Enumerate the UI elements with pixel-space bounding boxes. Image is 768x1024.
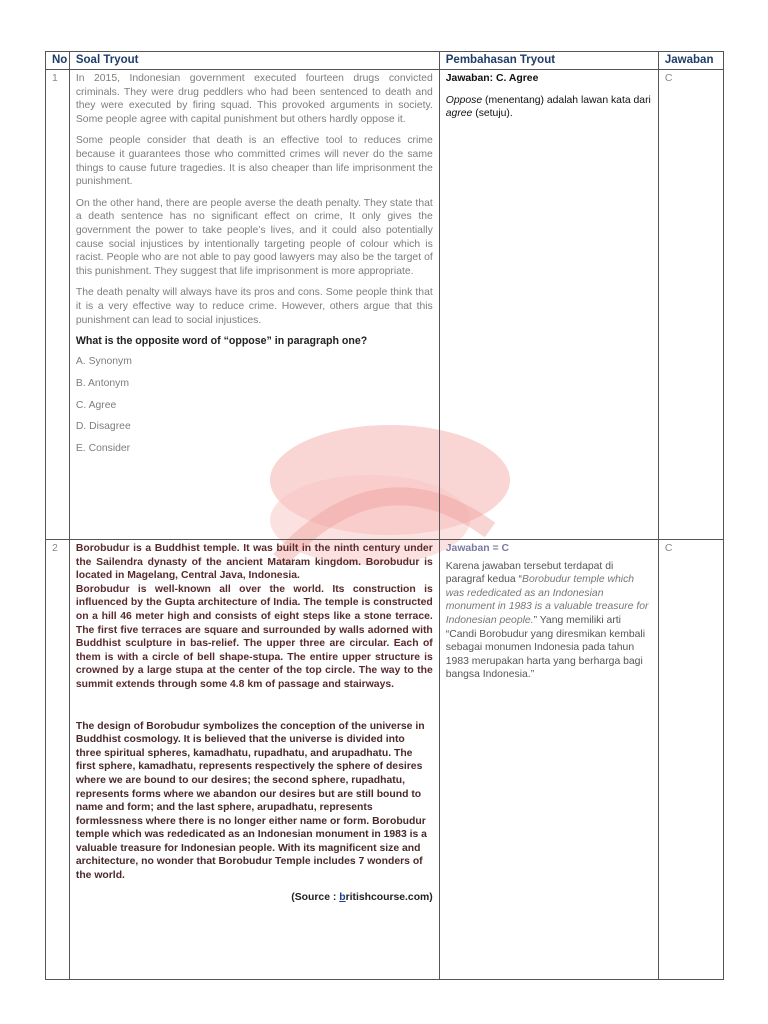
explanation-text: Oppose (menentang) adalah lawan kata dari agree (setuju). bbox=[445, 94, 651, 120]
header-jawaban: Jawaban bbox=[658, 52, 723, 70]
paragraph: The death penalty will always have its pros and cons. Some people think that it is a very effective way to reduce crime. However, others argue that this punishment can lead to social injustices. bbox=[75, 287, 433, 326]
paragraph: In 2015, Indonesian government executed fourteen drugs convicted criminals. They were drug peddlers who had been sentenced to death and they were executed by firing squad. This provoked arguments in society. Some people agree with capital punishment but others hardly oppose it. bbox=[75, 73, 433, 125]
question-cell bbox=[69, 70, 439, 540]
answer-key: C bbox=[658, 540, 723, 980]
header-pembahasan: Pembahasan Tryout bbox=[439, 52, 658, 70]
table-row bbox=[46, 540, 724, 980]
header-no: No bbox=[46, 52, 70, 70]
option-b: B. Antonym bbox=[75, 377, 129, 389]
header-soal: Soal Tryout bbox=[69, 52, 439, 70]
answer-heading: Jawaban: C. Agree bbox=[445, 73, 539, 84]
option-a: A. Synonym bbox=[75, 356, 132, 368]
row-number: 2 bbox=[46, 540, 70, 980]
tryout-table bbox=[45, 51, 724, 980]
question-text: What is the opposite word of “oppose” in paragraph one? bbox=[75, 335, 368, 348]
paragraph: Borobudur is a Buddhist temple. It was built in the ninth century under the Sailendra dynasty of the ancient Mataram kingdom. Borobudur is located in Magelang, Central Java, Indonesia. bbox=[75, 543, 433, 582]
row-number: 1 bbox=[46, 70, 70, 540]
option-d: D. Disagree bbox=[75, 421, 131, 433]
paragraph: On the other hand, there are people averse the death penalty. They state that a death sentence has no significant effect on crime, It only gives the government the power to take people’s lives, and it could also potentially cause social injustices by intentionally targeting people of colour which is racist. People who are not able to pay good lawyers may also be the target of this punishment. They suggest that life imprisonment is more appropriate. bbox=[75, 197, 433, 277]
option-e: E. Consider bbox=[75, 443, 131, 455]
table-header-row bbox=[46, 52, 724, 70]
explanation-cell bbox=[439, 70, 658, 540]
source-citation: (Source : britishcourse.com) bbox=[291, 891, 433, 903]
source-link[interactable]: b bbox=[339, 891, 346, 903]
answer-heading: Jawaban = C bbox=[445, 543, 510, 554]
paragraph: Some people consider that death is an effective tool to reduces crime because it guarantees those who committed crimes will never do the same things to cause future tragedies. It is also cheaper than life imprisonment the punishment. bbox=[75, 135, 433, 188]
question-cell bbox=[69, 540, 439, 980]
paragraph: The design of Borobudur symbolizes the conception of the universe in Buddhist cosmology. It is believed that the universe is divided into three spiritual spheres, kamadhatu, rupadhatu, and arupadhatu. The first sphere, kamadhatu, represents respectively the sphere of desires where we are bound to our desires; the second sphere, rupadhatu, represents forms where we abandon our desires but are still bound to name and form; and the last sphere, arupadhatu, represents formlessness where there is no longer either name or form. Borobudur temple which was rededicated as an Indonesian monument in 1983 is a valuable treasure for Indonesian people. With its magnificent size and architecture, no wonder that Borobudur Temple includes 7 wonders of the world. bbox=[75, 720, 427, 882]
table-row bbox=[46, 70, 724, 540]
answer-key: C bbox=[658, 70, 723, 540]
explanation-cell bbox=[439, 540, 658, 980]
explanation-text: Karena jawaban tersebut terdapat di paragraf kedua “Borobudur temple which was rededicated as an Indonesian monument in 1983 is a valuable treasure for Indonesian people.” Yang memiliki arti “Candi Borobudur yang diresmikan kembali sebagai monumen Indonesia pada tahun 1983 merupakan harta yang berharga bagi bangsa Indonesia.” bbox=[445, 560, 649, 681]
option-c: C. Agree bbox=[75, 399, 117, 411]
paragraph: Borobudur is well-known all over the world. Its construction is influenced by the Gupta architecture of India. The temple is constructed on a hill 46 meter high and consists of eight steps like a stone terrace. The first five terraces are square and surrounded by walls adorned with Buddhist sculpture in bas-relief. The upper three are circular. Each of them is with a circle of bell shape-stupa. The entire upper structure is crowned by a large stupa at the center of the top circle. The way to the summit extends through some 4.8 km of passage and stairways. bbox=[75, 583, 433, 690]
